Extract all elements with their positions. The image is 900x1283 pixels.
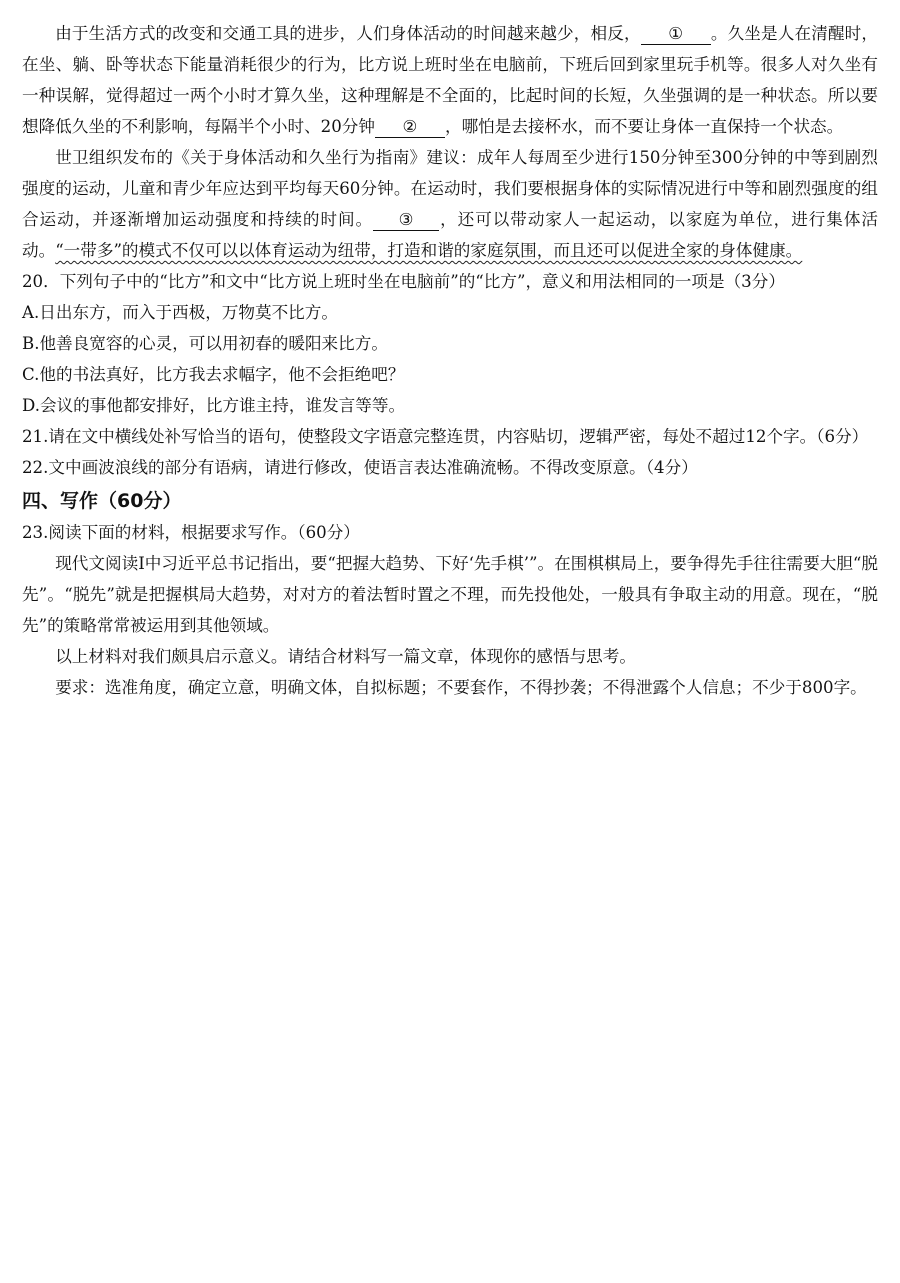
question-21: [22, 421, 878, 452]
question-23-requirements: 要求：选准角度，确定立意，明确文体，自拟标题；不要套作，不得抄袭；不得泄露个人信息；不少于800字。: [55, 678, 867, 697]
wavy-underlined-sentence: “一带多”的模式不仅可以以体育运动为纽带，打造和谐的家庭氛围，而且还可以促进全家的身体健康。: [55, 241, 803, 260]
passage-p1-text-2: 。久坐是人在清醒时，在坐、躺、卧等状态下能量消耗很少的行为，比方说上班时坐在电脑前，下班后回到家里玩手机等。很多人对久坐有一种误解，觉得超过一两个小时才算久坐，这种理解是不全面的，比起时间的长短，久坐强调的是一种状态。所以要想降低久坐的不利影响，每隔半个小时、20分钟: [22, 24, 879, 136]
question-21-stem: 21.请在文中横线处补写恰当的语句，使整段文字语意完整连贯，内容贴切，逻辑严密，每处不超过12个字。: [22, 427, 817, 446]
question-23-inspiration: 以上材料对我们颇具启示意义。请结合材料写一篇文章，体现你的感悟与思考。: [55, 647, 636, 666]
passage-p1-text-3: ，哪怕是去接杯水，而不要让身体一直保持一个状态。: [445, 117, 844, 136]
blank-3: ③: [373, 210, 439, 231]
question-20-option-d: D.会议的事他都安排好，比方谁主持，谁发言等等。: [22, 396, 406, 415]
question-23-material: 现代文阅读Ⅰ中习近平总书记指出，要“把握大趋势、下好‘先手棋’”。在围棋棋局上，要争得先手往往需要大胆“脱先”。“脱先”就是把握棋局大趋势，对对方的着法暂时置之不理，而先投他处，一般具有争取主动的用意。现在，“脱先”的策略常常被运用到其他领域。: [22, 554, 878, 635]
blank-2: ②: [375, 117, 445, 138]
question-20-stem: 20．下列句子中的“比方”和文中“比方说上班时坐在电脑前”的“比方”，意义和用法相同的一项是（3分）: [22, 272, 785, 291]
section-4-heading: 四、写作（60分）: [22, 490, 182, 512]
passage-paragraph-1: [22, 18, 878, 142]
passage-p2-text-2: ，还可以带动家人一起运动，以家庭为单位，进行集体活动。: [22, 210, 879, 260]
question-22-stem: 22.文中画波浪线的部分有语病，请进行修改，使语言表达准确流畅。不得改变原意。（4分）: [22, 458, 698, 477]
blank-1: ①: [641, 24, 711, 45]
passage-p2-text-1: 世卫组织发布的《关于身体活动和久坐行为指南》建议：成年人每周至少进行150分钟至300分钟的中等到剧烈强度的运动，儿童和青少年应达到平均每天60分钟。在运动时，我们要根据身体的实际情况进行中等和剧烈强度的组合运动，并逐渐增加运动强度和持续的时间。: [22, 148, 878, 229]
question-21-score: （6分）: [816, 427, 869, 446]
question-20-option-b: B.他善良宽容的心灵，可以用初春的暖阳来比方。: [22, 334, 388, 353]
passage-p1-text-1: 由于生活方式的改变和交通工具的进步，人们身体活动的时间越来越少，相反，: [55, 24, 641, 43]
question-23-stem: 23.阅读下面的材料，根据要求写作。（60分）: [22, 523, 360, 542]
exam-page: [22, 18, 878, 703]
passage-paragraph-2: [22, 142, 878, 266]
question-20-option-a: A.日出东方，而入于西极，万物莫不比方。: [22, 303, 338, 322]
question-20-option-c: C.他的书法真好，比方我去求幅字，他不会拒绝吧？: [22, 365, 405, 384]
